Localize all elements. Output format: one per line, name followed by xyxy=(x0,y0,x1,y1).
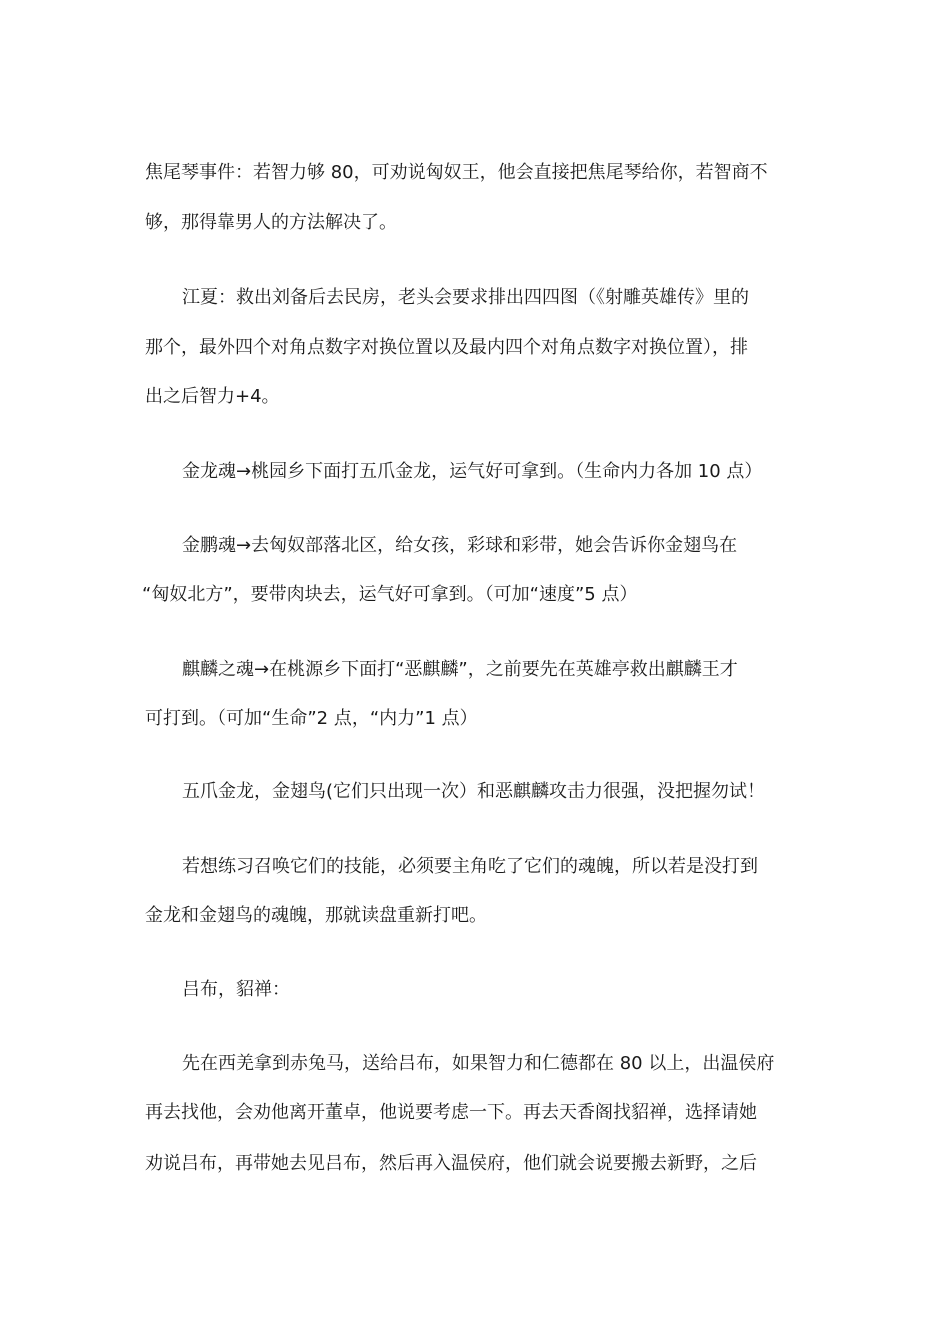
text-line-qilin-1: 麒麟之魂→在桃源乡下面打“恶麒麟”，之前要先在英雄亭救出麒麟王才 xyxy=(182,659,738,680)
text-line-summon-1: 若想练习召唤它们的技能，必须要主角吃了它们的魂魄，所以若是没打到 xyxy=(182,856,758,877)
text-line-jinpenghun-2: “匈奴北方”，要带肉块去，运气好可拿到。（可加“速度”5 点） xyxy=(142,584,638,605)
text-line-lvbu-1: 先在西羌拿到赤兔马，送给吕布，如果智力和仁德都在 80 以上，出温侯府 xyxy=(182,1053,775,1074)
text-line-jinpenghun-1: 金鹏魂→去匈奴部落北区，给女孩，彩球和彩带，她会告诉你金翅鸟在 xyxy=(182,535,738,556)
text-line-jiangxia-3: 出之后智力+4。 xyxy=(145,386,280,407)
text-line-jiaoweiqin-1: 焦尾琴事件：若智力够 80，可劝说匈奴王，他会直接把焦尾琴给你，若智商不 xyxy=(145,162,768,183)
text-line-jinlonghun: 金龙魂→桃园乡下面打五爪金龙，运气好可拿到。（生命内力各加 10 点） xyxy=(182,461,763,482)
text-line-lvbu-2: 再去找他，会劝他离开董卓，他说要考虑一下。再去天香阁找貂禅，选择请她 xyxy=(145,1102,757,1123)
text-line-jiaoweiqin-2: 够，那得靠男人的方法解决了。 xyxy=(145,212,397,233)
text-line-jiangxia-2: 那个，最外四个对角点数字对换位置以及最内四个对角点数字对换位置），排 xyxy=(145,337,748,358)
text-line-warning: 五爪金龙，金翅鸟(它们只出现一次）和恶麒麟攻击力很强，没把握勿试！ xyxy=(182,781,766,802)
text-line-lvbu-heading: 吕布，貂禅： xyxy=(182,979,290,1000)
text-line-jiangxia-1: 江夏：救出刘备后去民房，老头会要求排出四四图（《射雕英雄传》里的 xyxy=(182,287,749,308)
text-line-qilin-2: 可打到。（可加“生命”2 点，“内力”1 点） xyxy=(145,708,478,729)
text-line-summon-2: 金龙和金翅鸟的魂魄，那就读盘重新打吧。 xyxy=(145,905,487,926)
text-line-lvbu-3: 劝说吕布，再带她去见吕布，然后再入温侯府，他们就会说要搬去新野，之后 xyxy=(145,1153,757,1174)
